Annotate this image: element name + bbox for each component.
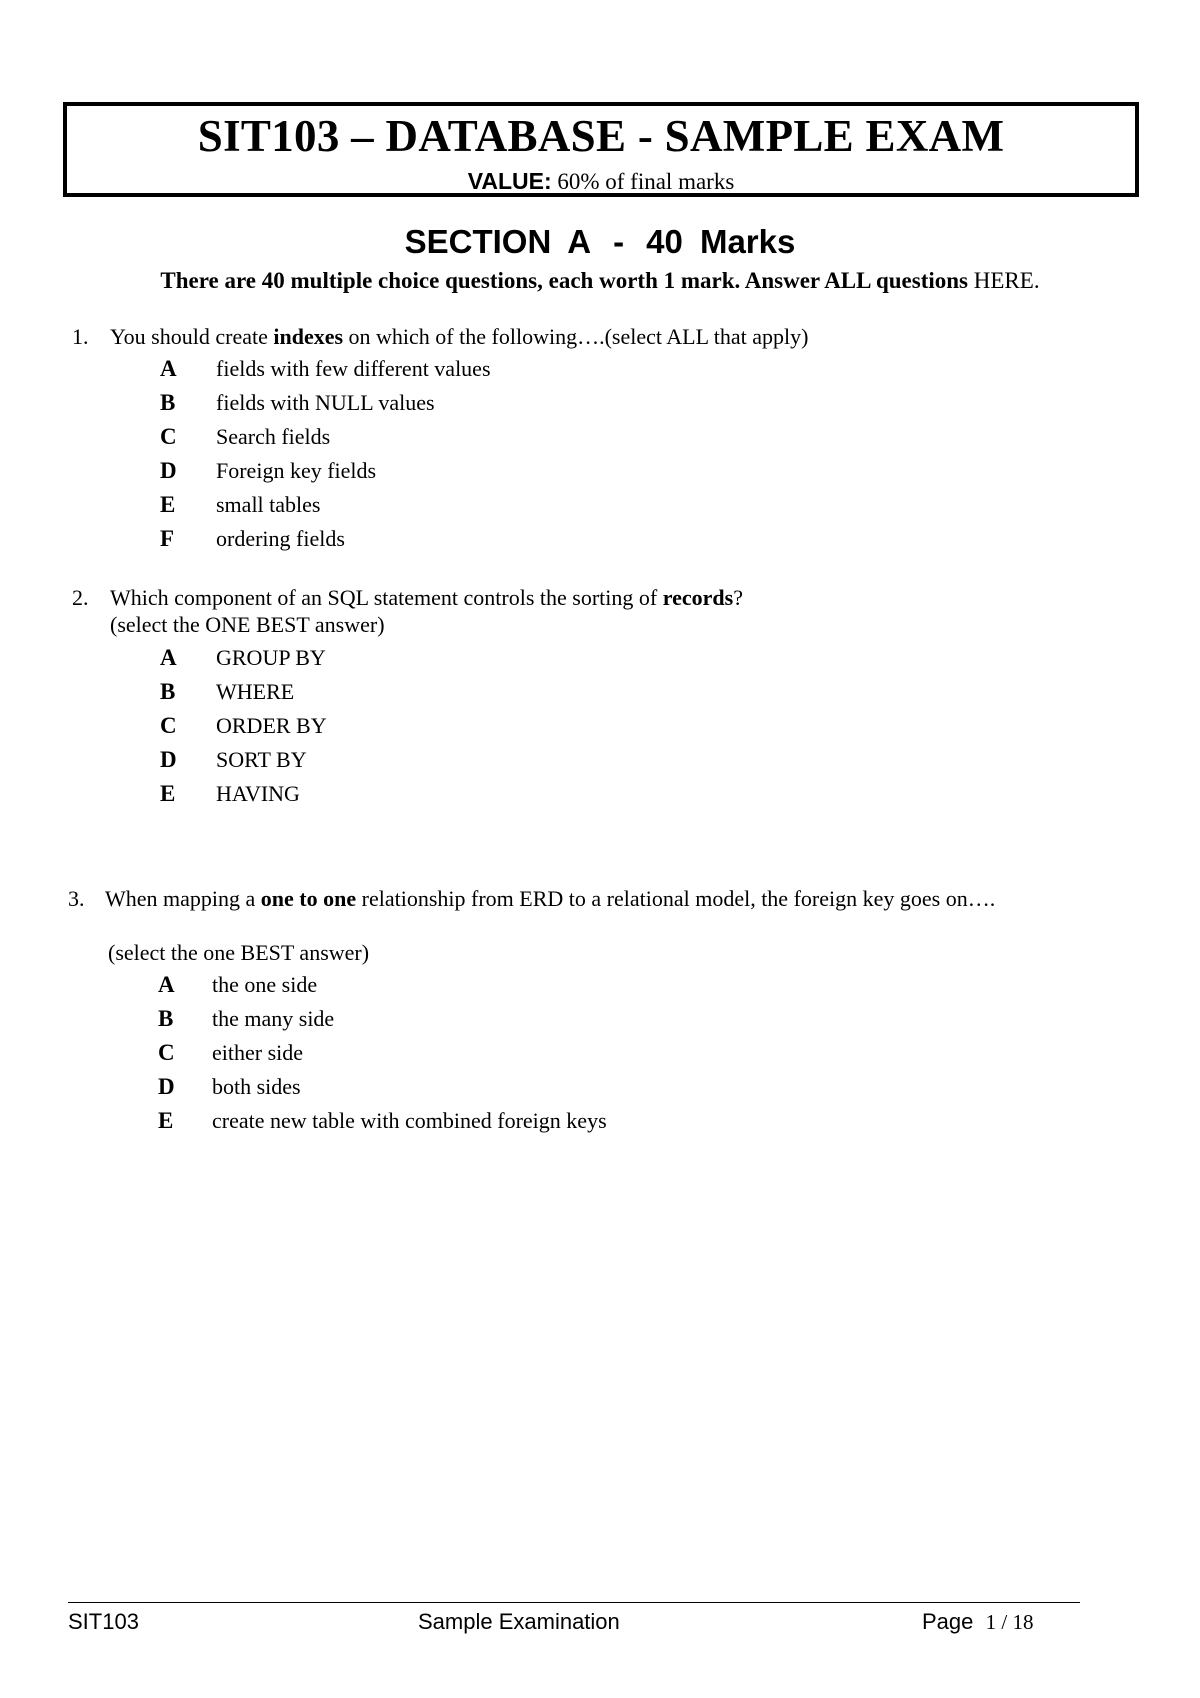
- footer-page-number: 1 / 18: [985, 1610, 1034, 1634]
- option-text: the one side: [212, 972, 318, 997]
- footer-page: [922, 1609, 1033, 1635]
- section-name: SECTION A: [404, 223, 592, 260]
- option-text: both sides: [212, 1074, 301, 1099]
- option-letter: B: [160, 679, 176, 704]
- option-text: HAVING: [216, 781, 300, 806]
- footer-course: SIT103: [68, 1609, 139, 1634]
- question-text: You should create indexes on which of the following….(select ALL that apply): [110, 324, 809, 349]
- option-letter: C: [160, 424, 177, 449]
- value-label: VALUE:: [467, 168, 552, 194]
- option-text: ordering fields: [216, 526, 345, 551]
- option-text: create new table with combined foreign keys: [212, 1108, 607, 1133]
- section-heading: [0, 223, 1200, 261]
- option-letter: E: [158, 1108, 174, 1133]
- question-number: 1.: [72, 324, 89, 349]
- instructions-normal: HERE.: [968, 268, 1040, 293]
- exam-title-box: [63, 102, 1139, 197]
- option-text: GROUP BY: [216, 645, 326, 670]
- option-letter: E: [160, 492, 176, 517]
- footer-divider: [68, 1602, 1080, 1603]
- option-letter: D: [158, 1074, 175, 1099]
- option-letter: B: [158, 1006, 174, 1031]
- option-letter: D: [160, 458, 177, 483]
- exam-value: [67, 168, 1135, 195]
- exam-title: SIT103 – DATABASE - SAMPLE EXAM: [197, 111, 1005, 161]
- option-text: fields with few different values: [216, 356, 491, 381]
- option-text: small tables: [216, 492, 321, 517]
- option-letter: A: [158, 972, 175, 997]
- footer-doc-title: Sample Examination: [418, 1609, 620, 1634]
- question-2-subtext: (select the ONE BEST answer): [110, 612, 385, 637]
- option-text: WHERE: [216, 679, 295, 704]
- option-text: the many side: [212, 1006, 335, 1031]
- option-text: fields with NULL values: [216, 390, 435, 415]
- question-number: 3.: [68, 886, 85, 911]
- option-text: either side: [212, 1040, 304, 1065]
- option-text: SORT BY: [216, 747, 307, 772]
- question-text: When mapping a one to one relationship from ERD to a relational model, the foreign key goes on….: [105, 886, 996, 911]
- instructions-bold: There are 40 multiple choice questions, each worth 1 mark. Answer ALL questions: [160, 268, 969, 293]
- option-letter: D: [160, 747, 177, 772]
- option-letter: F: [160, 526, 175, 551]
- option-letter: C: [160, 713, 177, 738]
- question-3-subtext: (select the one BEST answer): [108, 940, 370, 965]
- value-text: 60% of final marks: [551, 169, 735, 194]
- option-text: ORDER BY: [216, 713, 327, 738]
- section-instructions: [0, 267, 1200, 295]
- option-letter: A: [160, 645, 177, 670]
- question-text: Which component of an SQL statement controls the sorting of records?: [110, 585, 743, 610]
- option-letter: A: [160, 356, 177, 381]
- option-text: Search fields: [216, 424, 331, 449]
- option-letter: E: [160, 781, 176, 806]
- option-letter: B: [160, 390, 176, 415]
- section-dash: -: [613, 223, 625, 260]
- option-text: Foreign key fields: [216, 458, 377, 483]
- option-letter: C: [158, 1040, 175, 1065]
- section-marks: 40 Marks: [646, 223, 796, 260]
- question-number: 2.: [72, 585, 89, 610]
- footer-page-label: Page: [922, 1609, 974, 1634]
